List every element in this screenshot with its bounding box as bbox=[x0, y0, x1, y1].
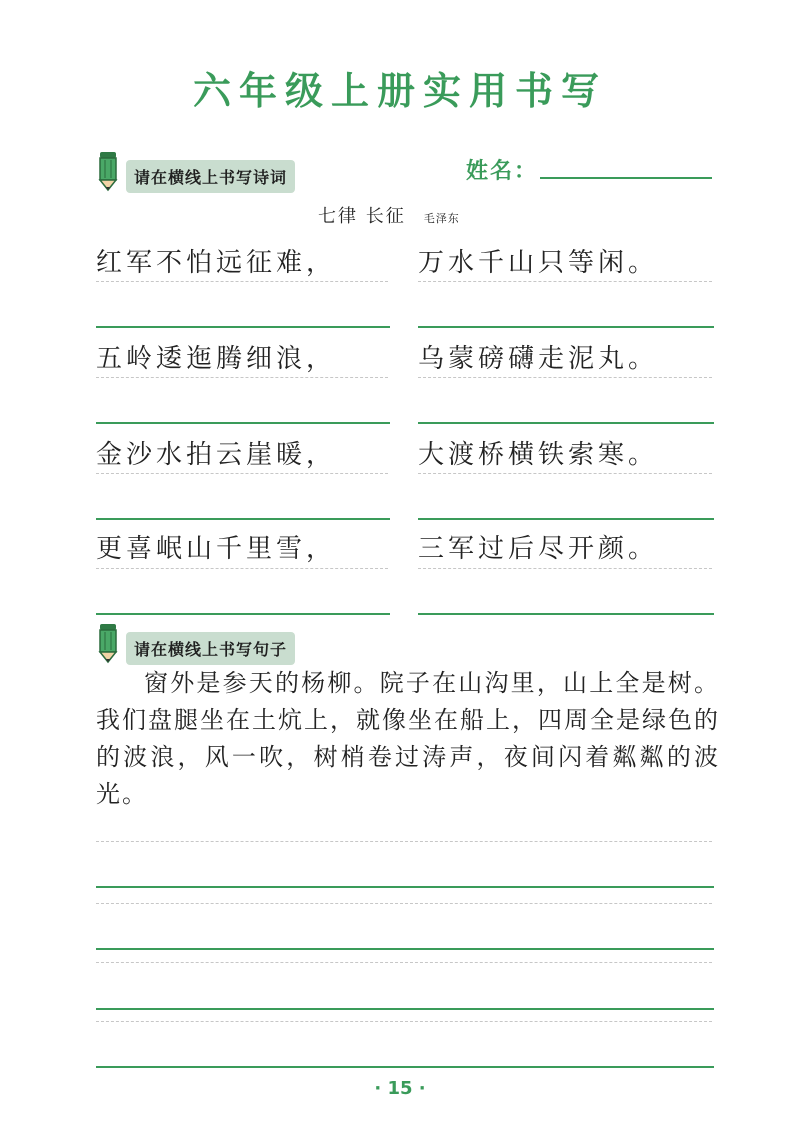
guide-dashed-line bbox=[96, 903, 712, 904]
poem-line-left: 红军不怕远征难， bbox=[96, 248, 337, 278]
poem-line-right: 万水千山只等闲。 bbox=[418, 248, 659, 278]
guide-dashed-line bbox=[418, 281, 712, 282]
guide-dashed-line bbox=[418, 568, 712, 569]
pencil-icon bbox=[94, 150, 122, 192]
writing-line[interactable] bbox=[96, 613, 390, 615]
writing-line[interactable] bbox=[96, 326, 390, 328]
pencil-icon bbox=[94, 622, 122, 664]
guide-dashed-line bbox=[96, 377, 388, 378]
writing-line[interactable] bbox=[418, 518, 714, 520]
poem-line-right: 乌蒙磅礴走泥丸。 bbox=[418, 344, 659, 374]
guide-dashed-line bbox=[96, 568, 388, 569]
name-label: 姓名： bbox=[466, 159, 539, 184]
writing-line[interactable] bbox=[96, 518, 390, 520]
guide-dashed-line bbox=[96, 281, 388, 282]
writing-line[interactable] bbox=[418, 422, 714, 424]
poem-line-left: 金沙水拍云崖暖， bbox=[96, 440, 337, 470]
poem-line-right: 大渡桥横铁索寒。 bbox=[418, 440, 659, 470]
passage-text: 窗外是参天的杨柳。院子在山沟里，山上全是树。我们盘腿坐在土炕上，就像坐在船上，四周全是绿色的的波浪，风一吹，树梢卷过涛声，夜间闪着粼粼的波光。 bbox=[96, 669, 720, 808]
guide-dashed-line bbox=[96, 473, 388, 474]
poem-heading bbox=[318, 202, 460, 228]
writing-line[interactable] bbox=[418, 613, 714, 615]
writing-line[interactable] bbox=[96, 422, 390, 424]
writing-line[interactable] bbox=[96, 948, 714, 950]
writing-line[interactable] bbox=[418, 326, 714, 328]
guide-dashed-line bbox=[96, 841, 712, 842]
poem-line-right: 三军过后尽开颜。 bbox=[418, 534, 659, 564]
page-title: 六年级上册实用书写 bbox=[192, 69, 607, 113]
page-number: · 15 · bbox=[374, 1078, 426, 1099]
guide-dashed-line bbox=[418, 377, 712, 378]
poem-title: 七律 长征 bbox=[318, 206, 406, 227]
guide-dashed-line bbox=[96, 1021, 712, 1022]
poem-author: 毛泽东 bbox=[423, 212, 460, 225]
section-label-sentence: 请在横线上书写句子 bbox=[126, 632, 295, 665]
writing-line[interactable] bbox=[96, 1066, 714, 1068]
writing-line[interactable] bbox=[96, 886, 714, 888]
name-field-line[interactable] bbox=[540, 177, 712, 179]
writing-line[interactable] bbox=[96, 1008, 714, 1010]
poem-line-left: 更喜岷山千里雪， bbox=[96, 534, 337, 564]
guide-dashed-line bbox=[418, 473, 712, 474]
section-label-poem: 请在横线上书写诗词 bbox=[126, 160, 295, 193]
guide-dashed-line bbox=[96, 962, 712, 963]
poem-line-left: 五岭逶迤腾细浪， bbox=[96, 344, 337, 374]
